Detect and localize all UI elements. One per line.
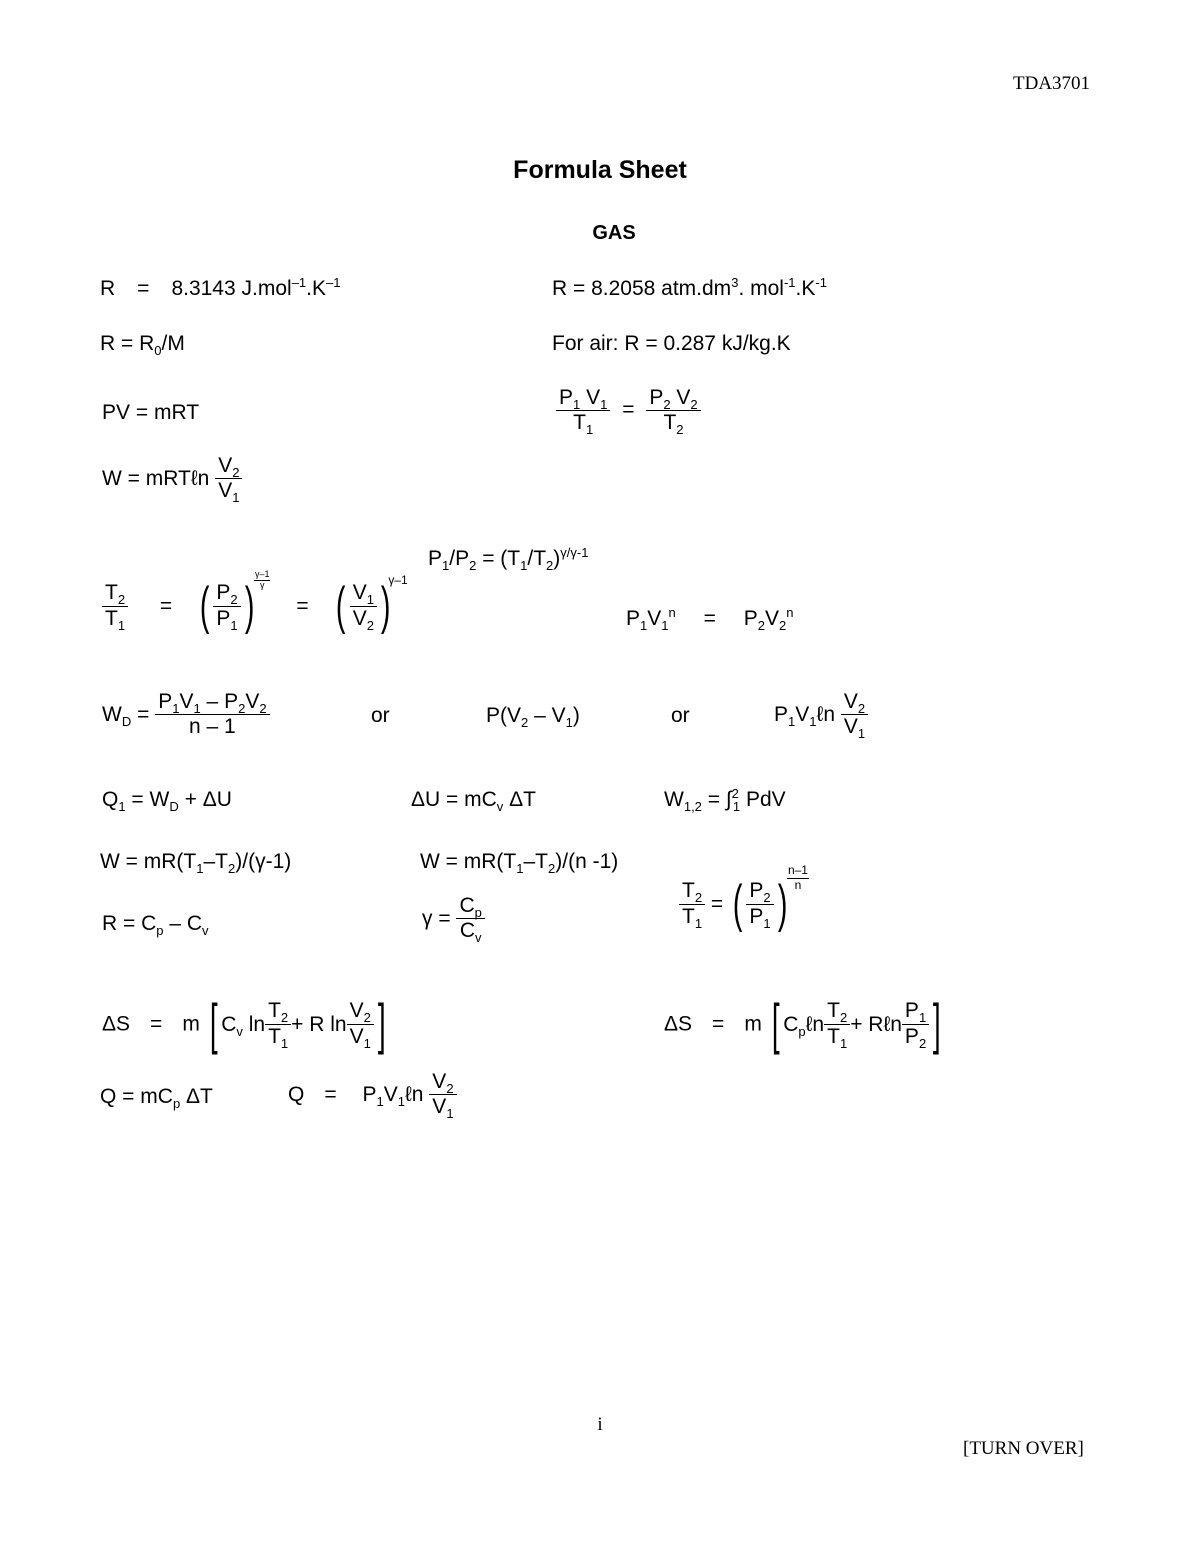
gas-constant-atm: R = 8.2058 $atm.dm^3$. $mol^{-1}.K^{-1}$ (552, 275, 827, 300)
polytropic-work: $W_D$ = $\frac{P_1V_1 - P_2V_2}{n - 1}$ (102, 690, 270, 739)
polytropic-work-temp: $W = mR(T_1-T_2)/(n$ -1) (420, 850, 619, 877)
specific-heat-ratio: γ = $\frac{C_p}{C_v}$ (422, 894, 485, 943)
constant-pressure-work: $P(V_2 - V_1)$ (486, 704, 580, 731)
isothermal-heat: $Q = P_1V_1\ell n$ $\frac{V_2}{V_1}$ (288, 1070, 457, 1119)
specific-gas-constant: $R = R_0/M$ (100, 332, 185, 359)
air-gas-constant: For air: R = 0.287 kJ/kg.K (552, 332, 791, 355)
adiabatic-temperature-ratio: $\frac{T_2}{T_1}$ = ( $\frac{P_2}{P_1}$ ) γ–1 γ = ( $\frac{V_1}{V_2}$ ) γ–1 (102, 580, 408, 632)
polytropic-relation: $P_1V_1^n = P_2V_2^n$ (626, 605, 794, 634)
work-integral: $W_{1,2} = \int^2_1$ PdV (664, 786, 786, 815)
combined-gas-law: $\frac{P_1 V_1}{T_1}$ = $\frac{P_2 V_2}{T_2}$ (556, 386, 701, 435)
turn-over-note: [TURN OVER] (963, 1438, 1084, 1459)
internal-energy-change: $\Delta U = mC_v$ ΔT (411, 788, 537, 815)
first-law: $Q_1 = W_D + \Delta U$ (102, 788, 232, 815)
entropy-change-cv: ΔS = m [ $C_v$ ln $\frac{T_2}{T_1}$ + R ln $\frac{V_2}{V_1}$ ] (102, 992, 386, 1055)
isothermal-work: W = mRTℓn $\frac{V_2}{V_1}$ (102, 454, 242, 503)
or-text: or (371, 704, 390, 727)
ideal-gas-law: PV = mRT (102, 401, 200, 424)
polytropic-temperature-ratio: $\frac{T_2}{T_1}$ = ( $\frac{P_2}{P_1}$ ) n–1 n (679, 878, 809, 930)
gas-constant-si: R = 8.3143 $J.mol^{-1}.K^{-1}$ (100, 275, 341, 300)
page-number: i (597, 1414, 603, 1435)
specific-heat-relation: $R = C_p - C_v$ (102, 912, 209, 939)
section-heading: GAS (592, 222, 636, 244)
entropy-change-cp: ΔS = m [ $C_p\ell n$ $\frac{T_2}{T_1}$ + Rℓn $\frac{P_1}{P_2}$ ] (664, 992, 941, 1055)
pressure-temperature-ratio: $P_1/P_2 = (T_1/T_2)^{\gamma/\gamma-1}$ (428, 545, 589, 574)
adiabatic-work: $W = mR(T_1-T_2)/(\gamma-1)$ (100, 850, 292, 877)
heat-constant-pressure: $Q = mC_p$ ΔT (100, 1085, 213, 1112)
isothermal-work-alt: $P_1V_1\ell n$ $\frac{V_2}{V_1}$ (774, 690, 868, 739)
page-title: Formula Sheet (513, 156, 687, 184)
document-code: TDA3701 (1013, 73, 1091, 94)
or-text: or (671, 704, 690, 727)
